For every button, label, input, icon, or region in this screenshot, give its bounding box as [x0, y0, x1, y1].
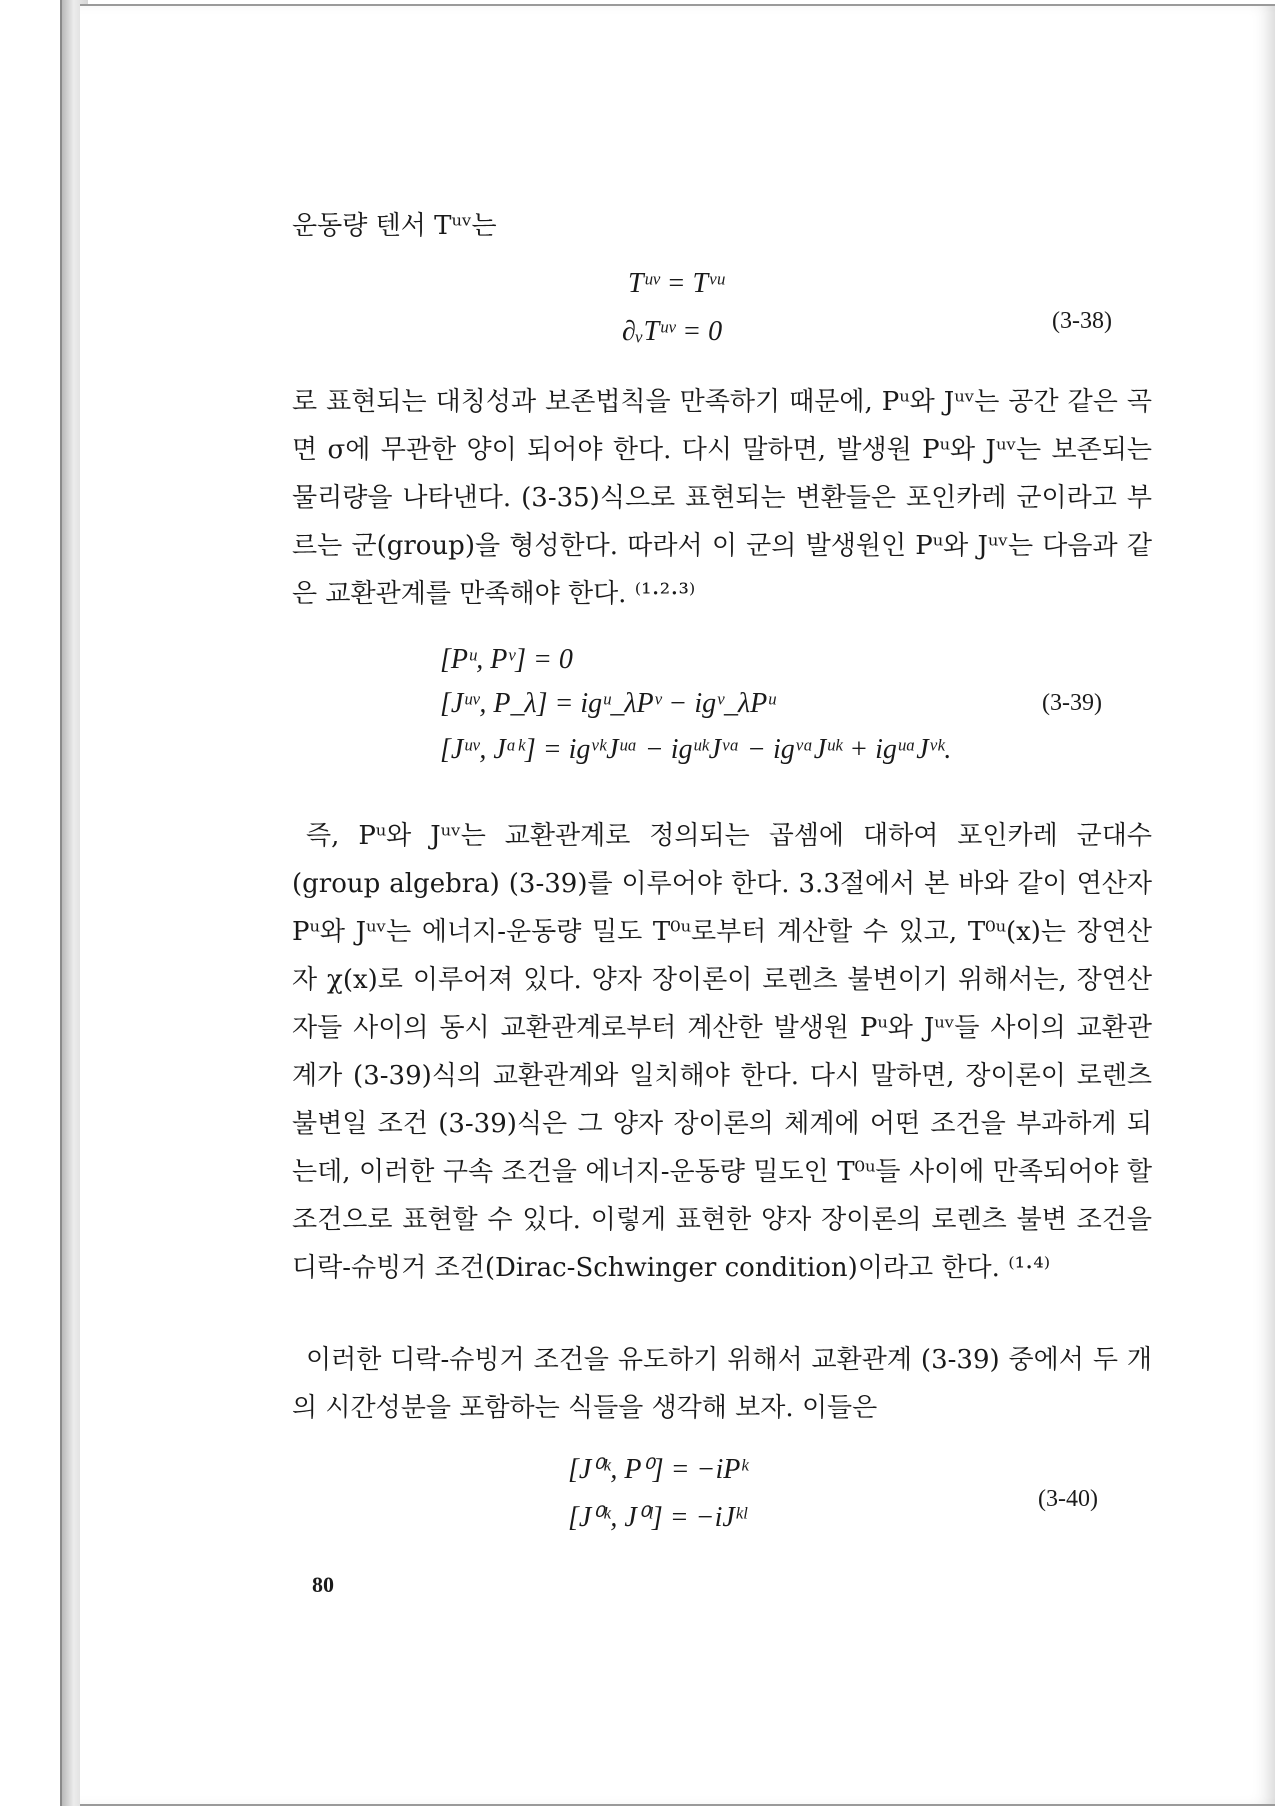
equation-3-39-line-2: [Jᵘᵛ, P_λ] = igᵘ_λPᵛ − igᵛ_λPᵘ: [440, 688, 776, 719]
equation-number-3-39: (3-39): [1042, 690, 1102, 716]
equation-3-39-line-1: [Pᵘ, Pᵛ] = 0: [440, 644, 573, 675]
equation-3-38-line-1: Tᵘᵛ = Tᵛᵘ: [628, 268, 725, 299]
equation-3-40-line-1: [J⁰ᵏ, P⁰] = −iPᵏ: [568, 1454, 749, 1485]
paragraph-3: 이러한 디락-슈빙거 조건을 유도하기 위해서 교환관계 (3-39) 중에서 두 개의 시간성분을 포함하는 식들을 생각해 보자. 이들은: [292, 1345, 1152, 1423]
paragraph-1: 로 표현되는 대칭성과 보존법칙을 만족하기 때문에, Pᵘ와 Jᵘᵛ는 공간 같은 곡면 σ에 무관한 양이 되어야 한다. 다시 말하면, 발생원 Pᵘ와 Jᵘᵛ는 보존되는 물리량을 나타낸다. (3-35)식으로 표현되는 변환들은 포인카레 군이라고 부르는 군(group)을 형성한다. 따라서 이 군의 발생원인 Pᵘ와 Jᵘᵛ는 다음과 같은 교환관계를 만족해야 한다. ⁽¹·²·³⁾: [292, 387, 1152, 609]
paragraph-2: 즉, Pᵘ와 Jᵘᵛ는 교환관계로 정의되는 곱셈에 대하여 포인카레 군대수 (group algebra) (3-39)를 이루어야 한다. 3.3절에서 본 바와 같이 연산자 Pᵘ와 Jᵘᵛ는 에너지-운동량 밀도 T⁰ᵘ로부터 계산할 수 있고, T⁰ᵘ(x)는 장연산자 χ(x)로 이루어져 있다. 양자 장이론이 로렌츠 불변이기 위해서는, 장연산자들 사이의 동시 교환관계로부터 계산한 발생원 Pᵘ와 Jᵘᵛ들 사이의 교환관계가 (3-39)식의 교환관계와 일치해야 한다. 다시 말하면, 장이론이 로렌츠 불변일 조건 (3-39)식은 그 양자 장이론의 체계에 어떤 조건을 부과하게 되는데, 이러한 구속 조건을 에너지-운동량 밀도인 T⁰ᵘ들 사이에 만족되어야 할 조건으로 표현할 수 있다. 이렇게 표현한 양자 장이론의 로렌츠 불변 조건을 디락-슈빙거 조건(Dirac-Schwinger condition)이라고 한다. ⁽¹·⁴⁾: [292, 821, 1152, 1283]
equation-number-3-40: (3-40): [1038, 1486, 1098, 1512]
equation-3-39-line-3: [Jᵘᵛ, Jᵅᵏ] = igᵛᵏJᵘᵅ − igᵘᵏJᵛᵅ − igᵛᵅJᵘᵏ + igᵘᵅJᵛᵏ.: [440, 734, 952, 765]
equation-3-40-line-2: [J⁰ᵏ, J⁰ˡ] = −iJᵏˡ: [568, 1502, 747, 1533]
equation-3-38-line-2: ∂ᵥTᵘᵛ = 0: [622, 316, 723, 347]
intro-line: 운동량 텐서 Tᵘᵛ는: [292, 211, 497, 241]
equation-number-3-38: (3-38): [1052, 308, 1112, 334]
page-number: 80: [312, 1572, 334, 1597]
